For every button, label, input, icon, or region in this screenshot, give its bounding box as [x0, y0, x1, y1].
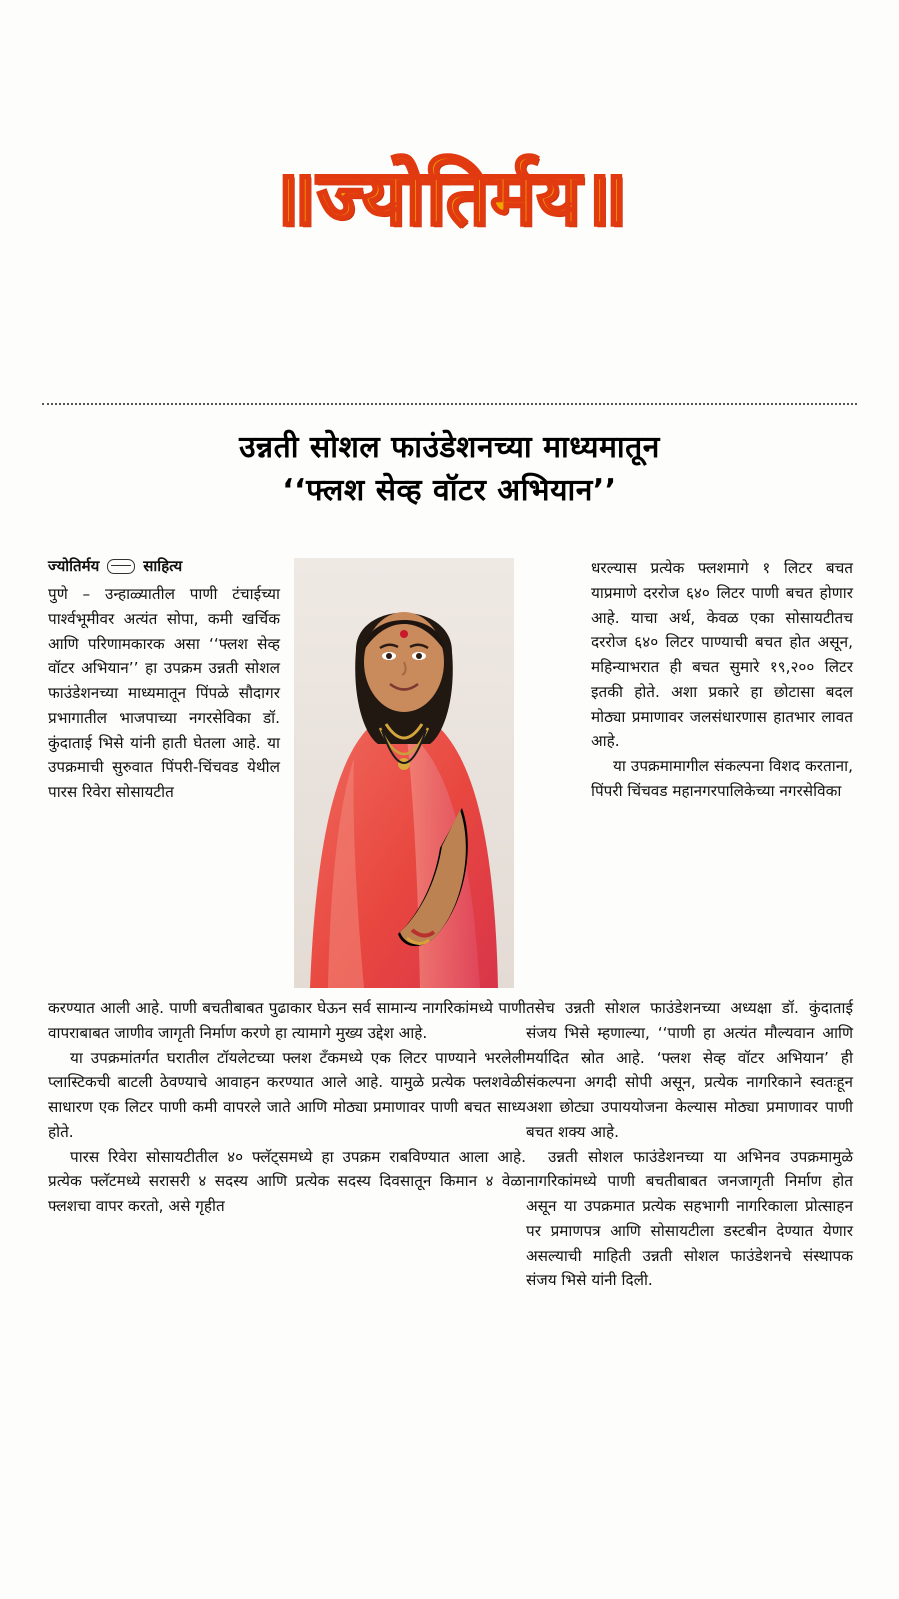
column-right — [591, 556, 853, 804]
section-kicker — [48, 556, 280, 576]
paragraph: या उपक्रमांतर्गत घरातील टॉयलेटच्या फ्लश टँकमध्ये एक लिटर पाण्याने भरलेली प्लास्टिकची बाटली ठेवण्याचे आवाहन करण्यात आले आहे. यामुळे प्रत्येक फ्लशवेळी साधारण एक लिटर पाणी कमी वापरले जाते आणि मोठ्या प्रमाणावर पाणी बचत साध्य होते. — [48, 1048, 526, 1141]
kicker-brand: ज्योतिर्मय — [48, 557, 100, 575]
paragraph: या उपक्रमामागील संकल्पना विशद करताना, पिंपरी चिंचवड महानगरपालिकेच्या नगरसेविका — [591, 757, 853, 800]
paragraph: तसेच उन्नती सोशल फाउंडेशनच्या अध्यक्षा डॉ. कुंदाताई संजय भिसे म्हणाल्या, ‘‘पाणी हा अत्यंत मौल्यवान आणि मर्यादित स्रोत आहे. ‘फ्लश सेव्ह वॉटर अभियान’ ही संकल्पना अगदी सोपी असून, प्रत्येक नागरिकाने स्वतःहून अशा छोट्या उपाययोजना केल्यास मोठ्या प्रमाणावर पाणी बचत शक्य आहे. — [526, 999, 853, 1141]
masthead-title: ॥ज्योतिर्मय॥ — [270, 153, 629, 242]
column-left — [48, 556, 280, 805]
article-photo — [294, 558, 514, 988]
paragraph: पारस रिवेरा सोसायटीतील ४० फ्लॅट्समध्ये हा उपक्रम राबविण्यात आला आहे. प्रत्येक फ्लॅटमध्ये सरासरी ४ सदस्य आणि प्रत्येक सदस्य दिवसातून किमान ४ वेळा फ्लशचा वापर करतो, असे गृहीत — [48, 1147, 526, 1216]
paragraph: उन्नती सोशल फाउंडेशनच्या या अभिनव उपक्रमामुळे नागरिकांमध्ये पाणी बचतीबाबत जनजागृती निर्माण होत असून या उपक्रमात प्रत्येक सहभागी नागरिकाला प्रोत्साहन पर प्रमाणपत्र आणि सोसायटीला डस्टबीन देण्यात येणार असल्याची माहिती उन्नती सोशल फाउंडेशनचे संस्थापक संजय भिसे यांनी दिली. — [526, 1147, 853, 1290]
paragraph: पुणे – उन्हाळ्यातील पाणी टंचाईच्या पार्श्वभूमीवर अत्यंत सोपा, कमी खर्चिक आणि परिणामकारक असा ‘‘फ्लश सेव्ह वॉटर अभियान’’ हा उपक्रम उन्नती सोशल फाउंडेशनच्या माध्यमातून पिंपळे सौदागर प्रभागातील भाजपाच्या नगरसेविका डॉ. कुंदाताई भिसे यांनी हाती घेतला आहे. या उपक्रमाची सुरुवात पिंपरी-चिंचवड येथील पारस रिवेरा सोसायटीत — [48, 585, 280, 802]
paragraph: करण्यात आली आहे. पाणी बचतीबाबत पुढाकार घेऊन सर्व सामान्य नागरिकांमध्ये पाणी वापराबाबत जाणीव जागृती निर्माण करणे हा त्यामागे मुख्य उद्देश आहे. — [48, 999, 526, 1042]
masthead — [0, 150, 899, 252]
column-left-continued — [48, 996, 526, 1219]
column-right-continued — [526, 996, 853, 1293]
paragraph: धरल्यास प्रत्येक फ्लशमागे १ लिटर बचत याप्रमाणे दररोज ६४० लिटर पाणी बचत होणार आहे. याचा अर्थ, केवळ एका सोसायटीतच दररोज ६४० लिटर पाण्याची बचत होत असून, महिन्याभरात ही बचत सुमारे १९,२०० लिटर इतकी होते. अशा प्रकारे हा छोटासा बदल मोठ्या प्रमाणावर जलसंधारणास हातभार लावत आहे. — [591, 559, 853, 751]
masthead-divider — [42, 403, 857, 405]
portrait-illustration — [294, 558, 514, 988]
headline-line-2: ‘‘फ्लश सेव्ह वॉटर अभियान’’ — [282, 472, 617, 508]
article-body — [48, 556, 853, 1386]
article-headline — [42, 428, 857, 512]
kicker-section: साहित्य — [143, 557, 183, 575]
book-icon — [107, 559, 135, 574]
headline-line-1: उन्नती सोशल फाउंडेशनच्या माध्यमातून — [239, 430, 660, 465]
